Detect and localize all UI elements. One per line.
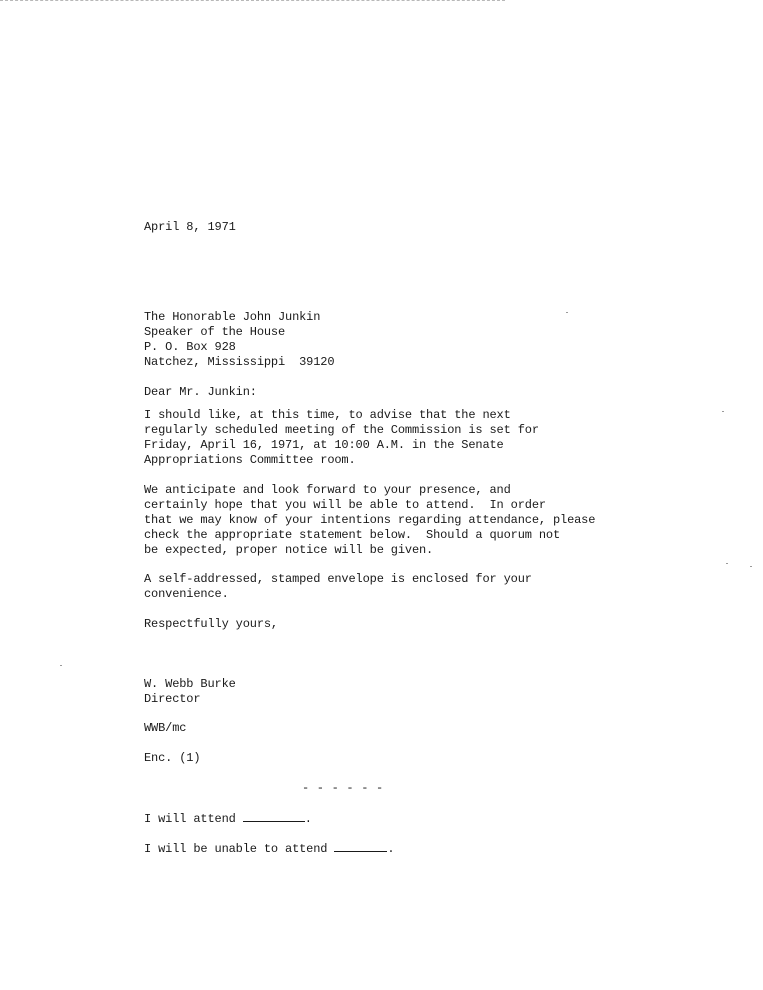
paragraph-line: convenience.	[144, 587, 229, 601]
response-unable-label: I will be unable to attend	[144, 842, 328, 856]
letter-date: April 8, 1971	[144, 220, 236, 234]
paragraph-envelope-note	[144, 572, 532, 602]
response-attend-period: .	[304, 812, 312, 826]
paragraph-line: that we may know of your intentions regarding attendance, please	[144, 513, 596, 527]
paragraph-line: We anticipate and look forward to your presence, and	[144, 483, 511, 497]
salutation: Dear Mr. Junkin:	[144, 385, 257, 399]
recipient-address-block	[144, 310, 334, 370]
recipient-po-box: P. O. Box 928	[144, 340, 236, 354]
attend-checkbox-blank[interactable]	[243, 810, 305, 822]
response-attend-label: I will attend	[144, 812, 236, 826]
enclosure-note: Enc. (1)	[144, 751, 201, 765]
reference-initials: WWB/mc	[144, 721, 187, 735]
recipient-title: Speaker of the House	[144, 325, 286, 339]
paragraph-meeting-notice	[144, 408, 539, 468]
response-attend-line	[144, 810, 312, 827]
paragraph-line: be expected, proper notice will be given.	[144, 543, 434, 557]
recipient-city-state-zip: Natchez, Mississippi 39120	[144, 355, 335, 369]
paragraph-line: I should like, at this time, to advise that the next	[144, 408, 511, 422]
paragraph-line: certainly hope that you will be able to attend. In order	[144, 498, 546, 512]
signer-title: Director	[144, 692, 201, 706]
closing: Respectfully yours,	[144, 617, 278, 631]
scan-speck	[722, 411, 724, 412]
paragraph-line: Appropriations Committee room.	[144, 453, 356, 467]
signer-name: W. Webb Burke	[144, 677, 236, 691]
response-separator: - - - - - -	[302, 781, 384, 795]
response-unable-line	[144, 840, 394, 857]
paragraph-line: Friday, April 16, 1971, at 10:00 A.M. in the Senate	[144, 438, 504, 452]
recipient-name: The Honorable John Junkin	[144, 310, 321, 324]
paragraph-line: regularly scheduled meeting of the Commission is set for	[144, 423, 539, 437]
scan-speck	[726, 563, 728, 564]
scan-speck	[60, 665, 62, 666]
response-unable-period: .	[387, 842, 395, 856]
paragraph-line: A self-addressed, stamped envelope is enclosed for your	[144, 572, 532, 586]
paragraph-attendance-request	[144, 483, 595, 558]
unable-checkbox-blank[interactable]	[334, 840, 387, 852]
scan-top-dashed-rule	[0, 0, 505, 1]
paragraph-line: check the appropriate statement below. Should a quorum not	[144, 528, 561, 542]
scan-speck	[566, 312, 568, 313]
signature-block	[144, 677, 236, 707]
scan-speck	[750, 566, 752, 567]
